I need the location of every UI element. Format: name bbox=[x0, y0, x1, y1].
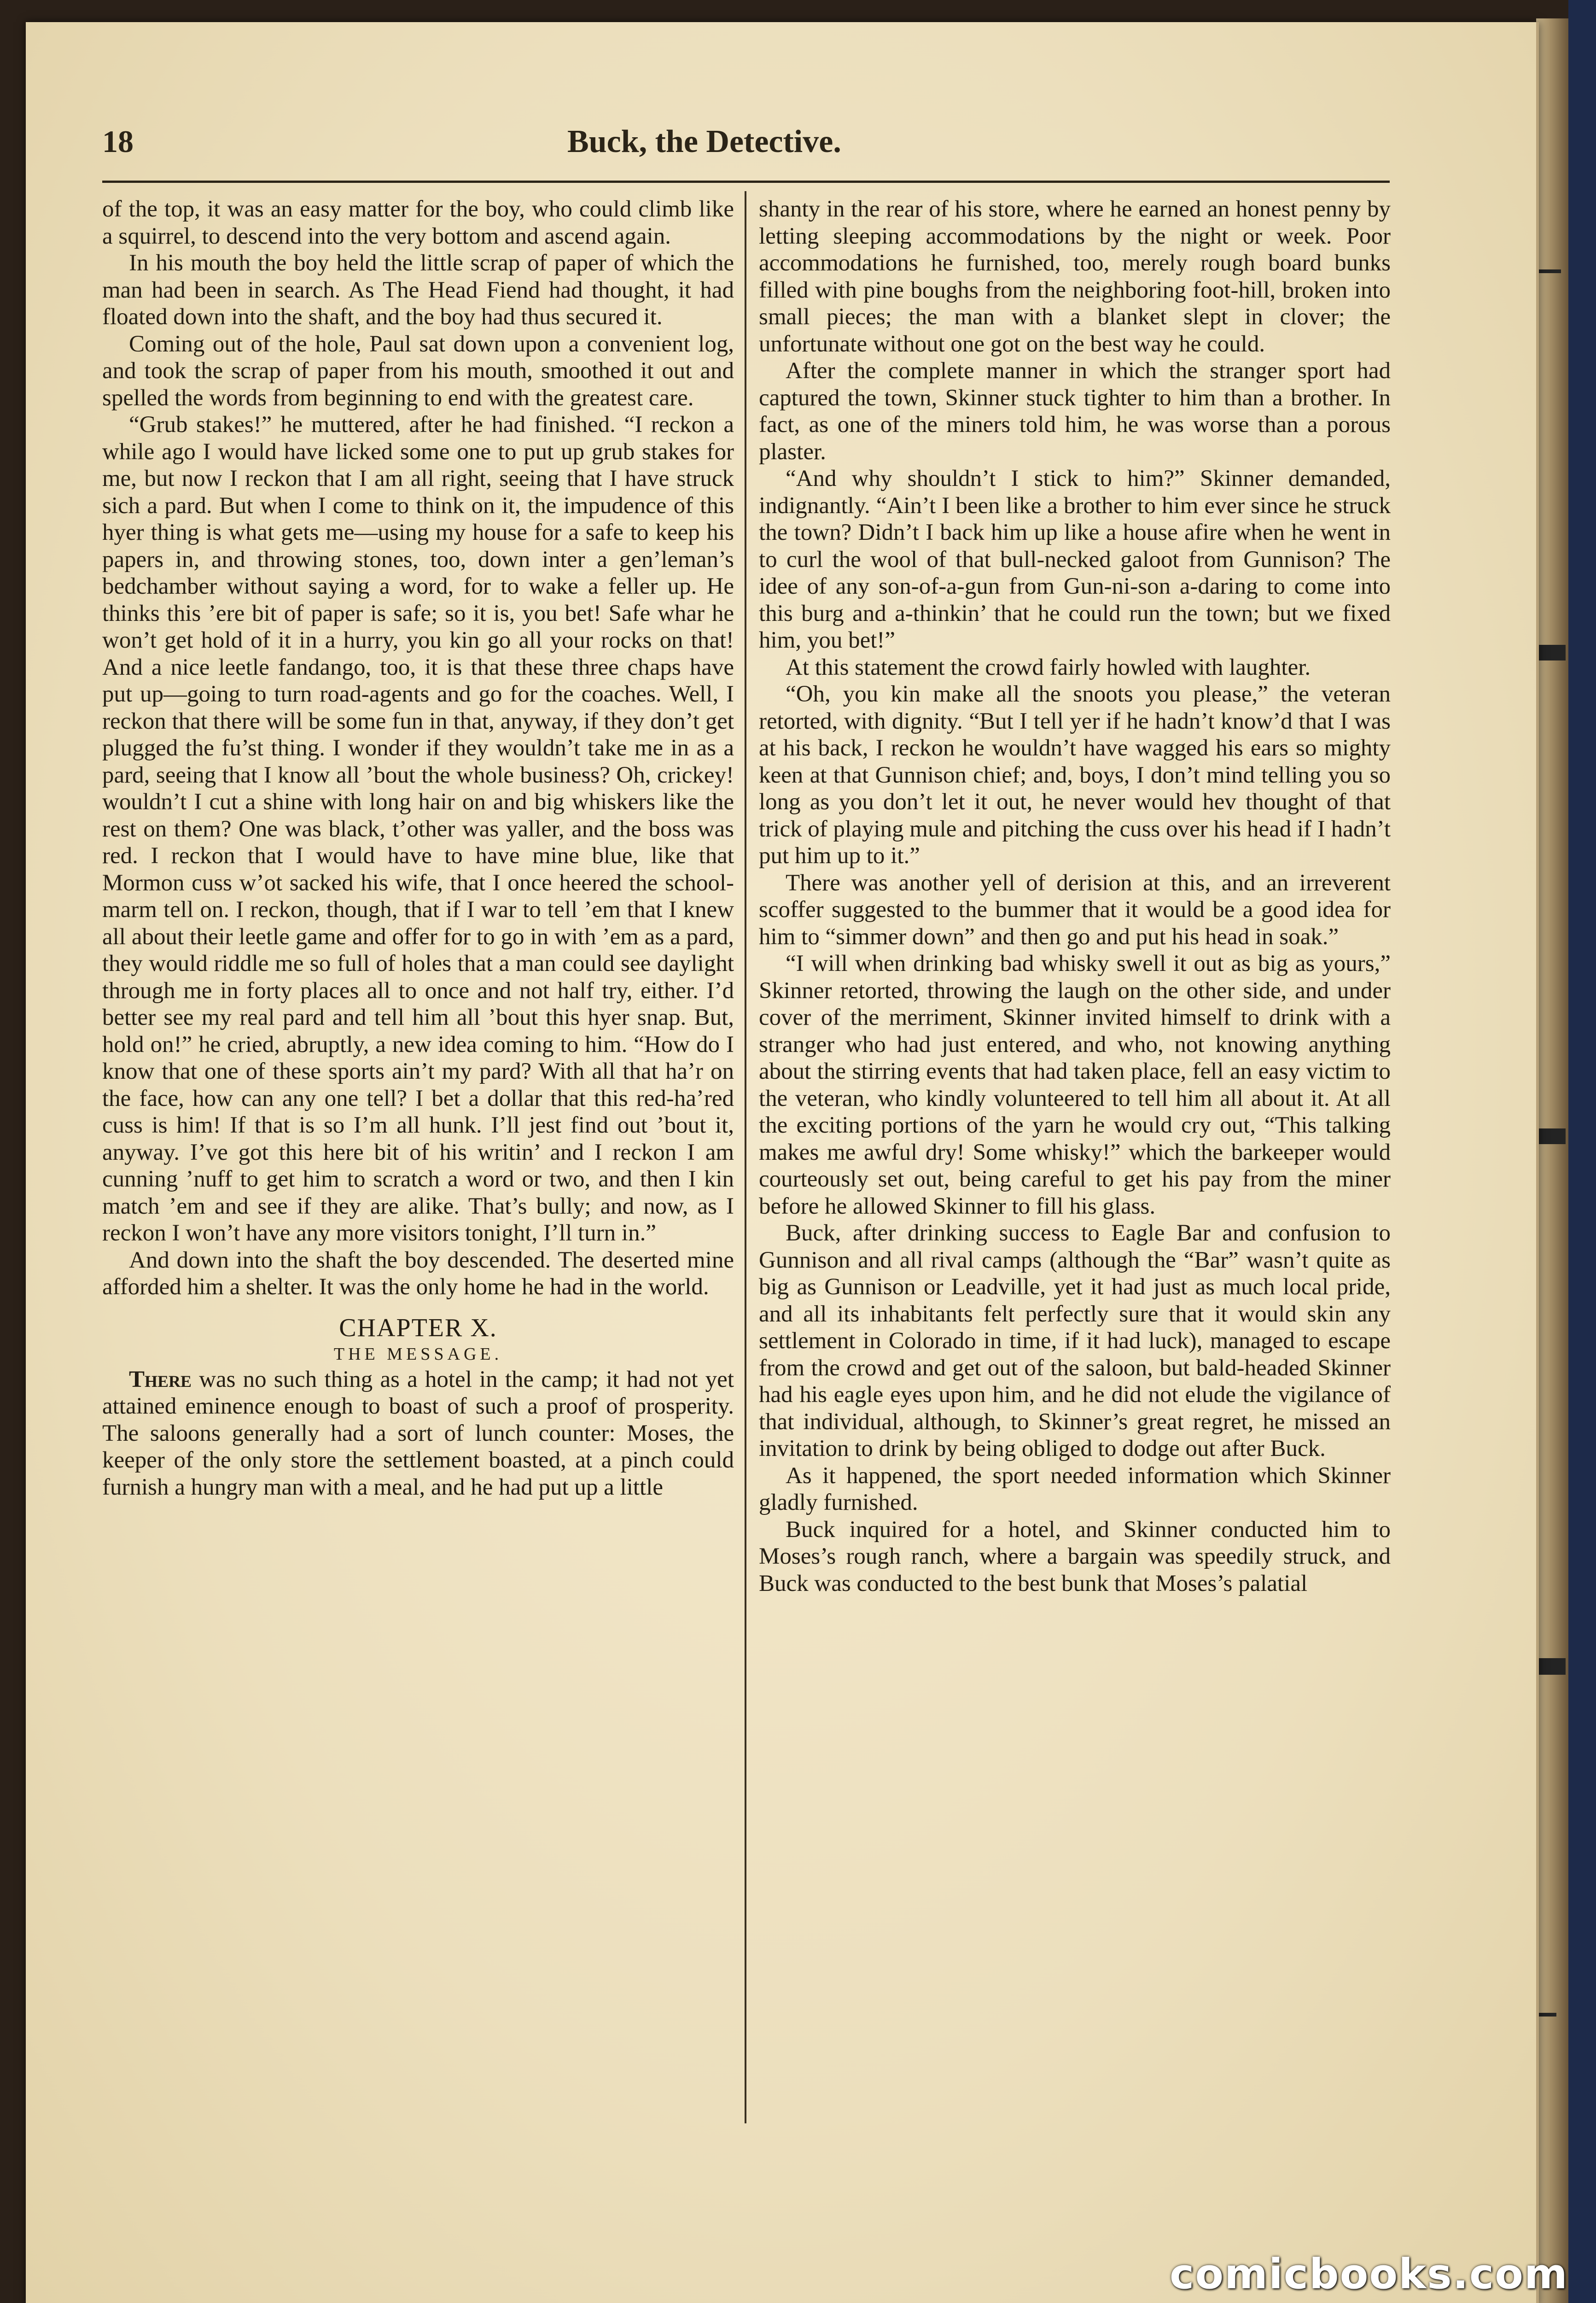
paragraph: shanty in the rear of his store, where he earned an honest penny by letting sleeping accommodations by the night or week. Poor accommodations he furnished, too, merely rough board bunks filled with pine boughs from the neighboring foot-hill, broken into small pieces; the man with a blanket slept in clover; the unfortunate without one got on the best way he could. bbox=[759, 196, 1391, 357]
paragraph: There was another yell of derision at this, and an irreverent scoffer suggested to the bummer that it would be a good idea for him to “simmer down” and then go and put his head in soak.” bbox=[759, 870, 1391, 950]
paragraph: Buck, after drinking success to Eagle Bar and confusion to Gunnison and all rival camps (although the “Bar” wasn’t quite as big as Gunnison or Leadville, yet it had just as much local pride, and all its inhabitants felt perfectly sure that it would skin any settlement in Colorado in time, if it had luck), managed to escape from the crowd and get out of the saloon, but bald-headed Skinner had his eagle eyes upon him, and he did not elude the vigilance of that individual, although, to Skinner’s great regret, he missed an invitation to drink by being obliged to dodge out after Buck. bbox=[759, 1220, 1391, 1461]
paragraph: At this statement the crowd fairly howled with laughter. bbox=[786, 654, 1311, 680]
running-title: Buck, the Detective. bbox=[567, 124, 841, 159]
chapter-heading: CHAPTER X. bbox=[339, 1313, 497, 1342]
page-header bbox=[102, 123, 1387, 170]
paragraph: Coming out of the hole, Paul sat down upon a convenient log, and took the scrap of paper from his mouth, smoothed it out and spelled the words from beginning to end with the greatest care. bbox=[102, 331, 734, 411]
chapter-opening-text: was no such thing as a hotel in the camp; it had not yet attained eminence enough to boast of such a proof of prosperity. The saloons generally had a sort of lunch counter: Moses, the keeper of the only store the settlement boasted, at a pinch could furnish a hungry man with a meal, and he had put up a little bbox=[102, 1366, 734, 1500]
page-number: 18 bbox=[102, 124, 134, 159]
paragraph: “Grub stakes!” he muttered, after he had finished. “I reckon a while ago I would have licked some one to put up grub stakes for me, but now I reckon that I am all right, seeing that I have struck sich a pard. But when I come to think on it, the impudence of this hyer thing is what gets me—using my house for a safe to keep his papers in, and throwing stones, too, down inter a gen’leman’s bedchamber without saying a word, for to wake a feller up. He thinks this ’ere bit of paper is safe; so it is, you bet! Safe whar he won’t get hold of it in a hurry, you kin go all your rocks on that! And a nice leetle fandango, too, it is that these three chaps have put up—going to turn road-agents and go for the coaches. Well, I reckon that there will be some fun in that, anyway, if they don’t get plugged the fu’st thing. I wonder if they wouldn’t take me in as a pard, seeing that I know all ’bout the whole business? Oh, crickey! wouldn’t I cut a shine with long hair on and big whiskers like the rest on them? One was black, t’other was yaller, and the boss was red. I reckon that I would have to have mine blue, like that Mormon cuss w’ot sacked his wife, that I once heered the school-marm tell on. I reckon, though, that if I war to tell ’em that I knew all about their leetle game and offer for to go in with ’em as a pard, they would riddle me so full of holes that a man could see daylight through me in forty places all to once and not half try, either. I’d better see my real pard and tell him all ’bout this hyer snap. But, hold on!” he cried, abruptly, a new idea coming to him. “How do I know that one of these sports ain’t my pard? With all that ha’r on the face, how can any one tell? I bet a dollar that this red-ha’red cuss is him! If that is so I’m all hunk. I’ll jest find out ’bout it, anyway. I’ve got this here bit of his writin’ and I reckon I am cunning ’nuff to get him to scratch a word or two, and then I kin match ’em and see if they are alike. That’s bully; and now, as I reckon I won’t have any more visitors tonight, I’ll turn in.” bbox=[102, 412, 734, 1246]
header-rule bbox=[102, 181, 1390, 183]
paragraph: And down into the shaft the boy descended. The deserted mine afforded him a shelter. It was the only home he had in the world. bbox=[102, 1247, 734, 1300]
chapter-subtitle: THE MESSAGE. bbox=[333, 1344, 503, 1364]
paragraph: In his mouth the boy held the little scrap of paper of which the man had been in search. As The Head Fiend had thought, it had floated down into the shaft, and the boy had thus secured it. bbox=[102, 250, 734, 330]
paragraph: “I will when drinking bad whisky swell it out as big as yours,” Skinner retorted, throwing the laugh on the other side, and under cover of the merriment, Skinner invited himself to drink with a stranger who had just entered, and who, not knowing anything about the stirring events that had taken place, fell an easy victim to the veteran, who kindly volunteered to tell him all about it. At all the exciting portions of the yarn he would cry out, “This talking makes me awful dry! Some whisky!” which the barkeeper would courteously set out, being careful to get his pay from the miner before he allowed Skinner to fill his glass. bbox=[759, 951, 1391, 1219]
chapter-lead-word: There bbox=[129, 1366, 192, 1392]
watermark: comicbooks.com bbox=[1170, 2250, 1568, 2298]
right-column bbox=[759, 196, 1391, 1597]
paragraph: Buck inquired for a hotel, and Skinner conducted him to Moses’s rough ranch, where a bargain was speedily struck, and Buck was conducted to the best bunk that Moses’s palatial bbox=[759, 1516, 1391, 1596]
paragraph: of the top, it was an easy matter for the boy, who could climb like a squirrel, to descend into the very bottom and ascend again. bbox=[102, 196, 734, 249]
book-spine bbox=[1568, 0, 1596, 2303]
column-divider bbox=[745, 191, 746, 2123]
paragraph: “And why shouldn’t I stick to him?” Skinner demanded, indignantly. “Ain’t I been like a brother to him ever since he struck the town? Didn’t I back him up like a house afire when he went in to curl the wool of that bull-necked galoot from Gunnison? The idee of any son-of-a-gun from Gun-ni-son a-daring to come into this burg and a-thinkin’ that he could run the town; but we fixed him, you bet!” bbox=[759, 466, 1391, 653]
chapter-opening-paragraph bbox=[102, 1366, 734, 1501]
paragraph: After the complete manner in which the stranger sport had captured the town, Skinner stuck tighter to him than a brother. In fact, as one of the miners told him, he was worse than a porous plaster. bbox=[759, 358, 1391, 465]
left-column bbox=[102, 196, 734, 1501]
paragraph: As it happened, the sport needed information which Skinner gladly furnished. bbox=[759, 1462, 1391, 1515]
page-edge bbox=[1536, 18, 1568, 2303]
paragraph: “Oh, you kin make all the snoots you please,” the veteran retorted, with dignity. “But I tell yer if he hadn’t know’d that I was at his back, I reckon he wouldn’t have wagged his ears so mighty keen at that Gunnison chief; and, boys, I don’t mind telling you so long as you don’t let it out, he never would hev thought of that trick of playing mule and pitching the cuss over his head if I hadn’t put him up to it.” bbox=[759, 681, 1391, 869]
